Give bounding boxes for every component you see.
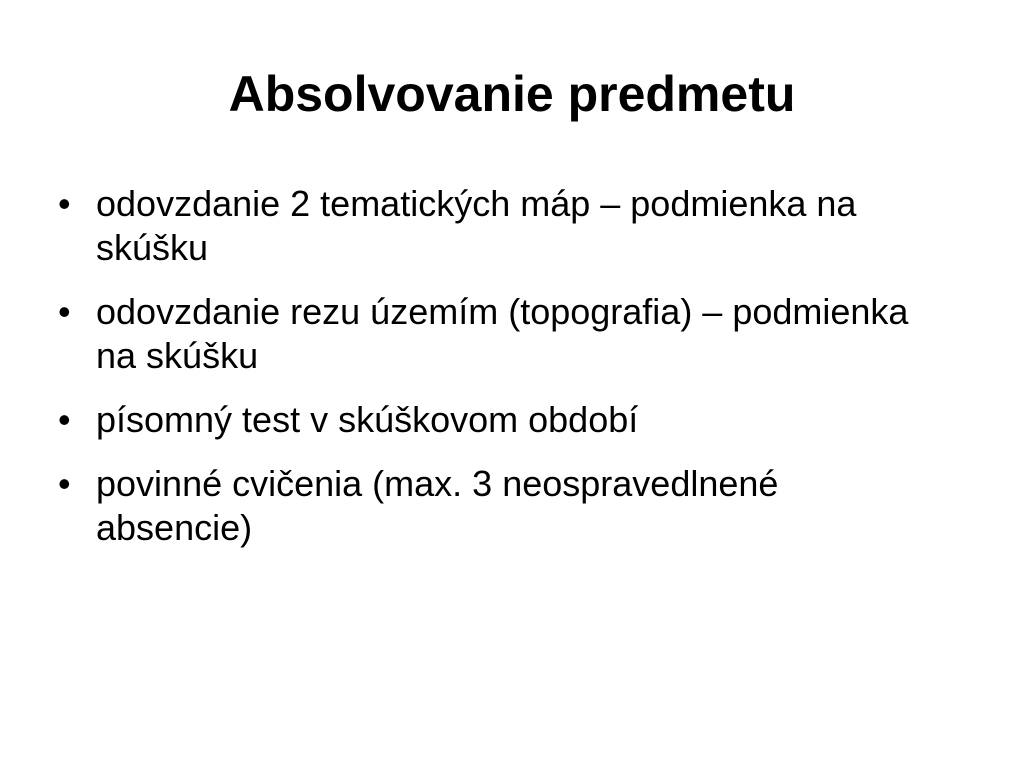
bullet-list bbox=[56, 182, 936, 570]
slide-title: Absolvovanie predmetu bbox=[228, 66, 796, 122]
bullet-icon: • bbox=[58, 183, 71, 224]
bullet-icon: • bbox=[58, 291, 71, 332]
bullet-icon: • bbox=[58, 399, 71, 440]
bullet-item bbox=[56, 398, 936, 442]
bullet-item bbox=[56, 290, 936, 378]
bullet-text: odovzdanie 2 tematických máp – podmienka na skúšku bbox=[96, 183, 857, 268]
bullet-text: písomný test v skúškovom období bbox=[96, 399, 639, 440]
bullet-icon: • bbox=[58, 463, 71, 504]
bullet-item bbox=[56, 462, 936, 550]
bullet-item bbox=[56, 182, 936, 270]
bullet-text: povinné cvičenia (max. 3 neospravedlnené absencie) bbox=[96, 463, 779, 548]
bullet-text: odovzdanie rezu územím (topografia) – podmienka na skúšku bbox=[96, 291, 909, 376]
